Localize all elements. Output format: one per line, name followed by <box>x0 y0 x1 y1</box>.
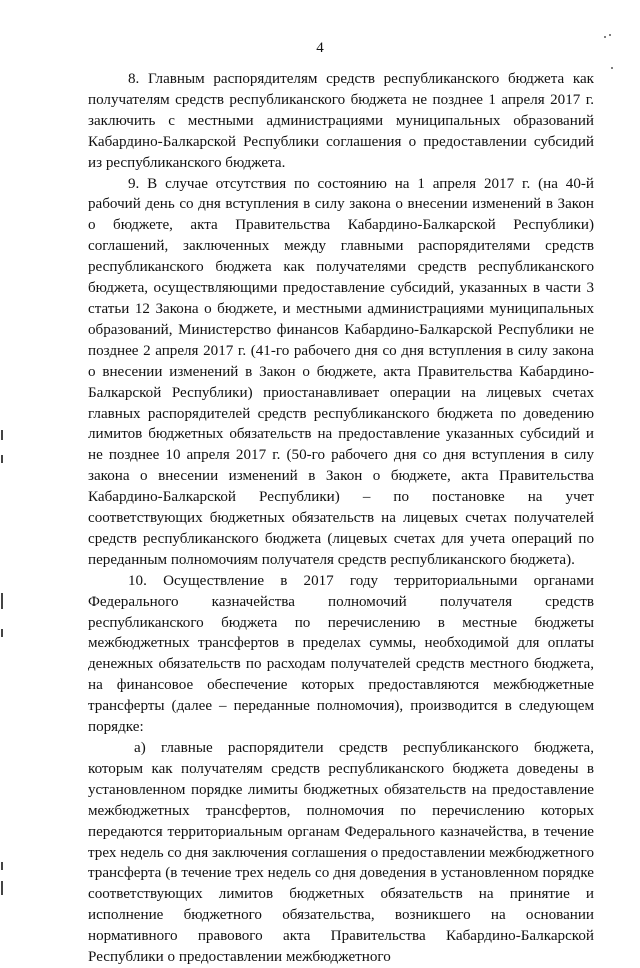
paragraph-9: 9. В случае отсутствия по состоянию на 1 апреля 2017 г. (на 40-й рабочий день со дня вступления в силу закона о внесении изменений в Закон о бюджете, акта Правительства Кабардино-Балкарской Республики) соглашений, заключенных между главными распорядителями средств республиканского бюджета как получателями средств республиканского бюджета, осуществляющими предоставление субсидий, указанных в части 3 статьи 12 Закона о бюджете, и местными администрациями муниципальных образований, Министерство финансов Кабардино-Балкарской Республики не позднее 2 апреля 2017 г. (41-го рабочего дня со дня вступления в силу закона о внесении изменений в Закон о бюджете, акта Правительства Кабардино-Балкарской Республики) приостанавливает операции на лицевых счетах главных распорядителей средств республиканского бюджета по доведению лимитов бюджетных обязательств на предоставление указанных субсидий и не позднее 10 апреля 2017 г. (50-го рабочего дня со дня вступления в силу закона о внесении изменений в Закон о бюджете, акта Правительства Кабардино-Балкарской Республики) – по постановке на учет соответствующих бюджетных обязательств на лицевых счетах получателей средств республиканского бюджета (лицевых счетах для учета операций по переданным полномочиям получателя средств республиканского бюджета). <box>88 175 594 568</box>
scan-mark-5 <box>1 862 3 870</box>
scan-mark-4 <box>1 629 3 637</box>
page-number: 4 <box>316 40 324 56</box>
scan-speck-2 <box>609 34 611 36</box>
scan-mark-6 <box>1 881 3 895</box>
document-body <box>88 69 594 968</box>
scan-mark-1 <box>1 430 3 440</box>
scan-speck-3 <box>611 67 613 69</box>
paragraph-8: 8. Главным распорядителям средств республиканского бюджета как получателям средств республиканского бюджета не позднее 1 апреля 2017 г. заключить с местными администрациями муниципальных образований Кабардино-Балкарской Республики соглашения о предоставлении субсидий из республиканского бюджета. <box>88 71 594 171</box>
paragraph-10: 10. Осуществление в 2017 году территориальными органами Федерального казначейства полномочий получателя средств республиканского бюджета по перечислению в местные бюджеты межбюджетных трансфертов в пределах суммы, необходимой для оплаты денежных обязательств по расходам получателей средств местного бюджета, на финансовое обеспечение которых предоставляются межбюджетные трансферты (далее – переданные полномочия), производится в следующем порядке: <box>88 572 594 736</box>
paragraph-10-a: а) главные распорядители средств республиканского бюджета, которым как получателям средств республиканского бюджета доведены в установленном порядке лимиты бюджетных обязательств на предоставление межбюджетных трансфертов, полномочия по перечислению которых передаются территориальным органам Федерального казначейства, в течение трех недель со дня заключения соглашения о предоставлении межбюджетного трансферта (в течение трех недель со дня доведения в установленном порядке соответствующих лимитов бюджетных обязательств на принятие и исполнение бюджетного обязательства, возникшего на основании нормативного правового акта Правительства Кабардино-Балкарской Республики о предоставлении межбюджетного <box>88 740 594 966</box>
scan-mark-2 <box>1 455 3 463</box>
scan-mark-3 <box>1 593 3 609</box>
scan-speck-1 <box>604 36 606 38</box>
